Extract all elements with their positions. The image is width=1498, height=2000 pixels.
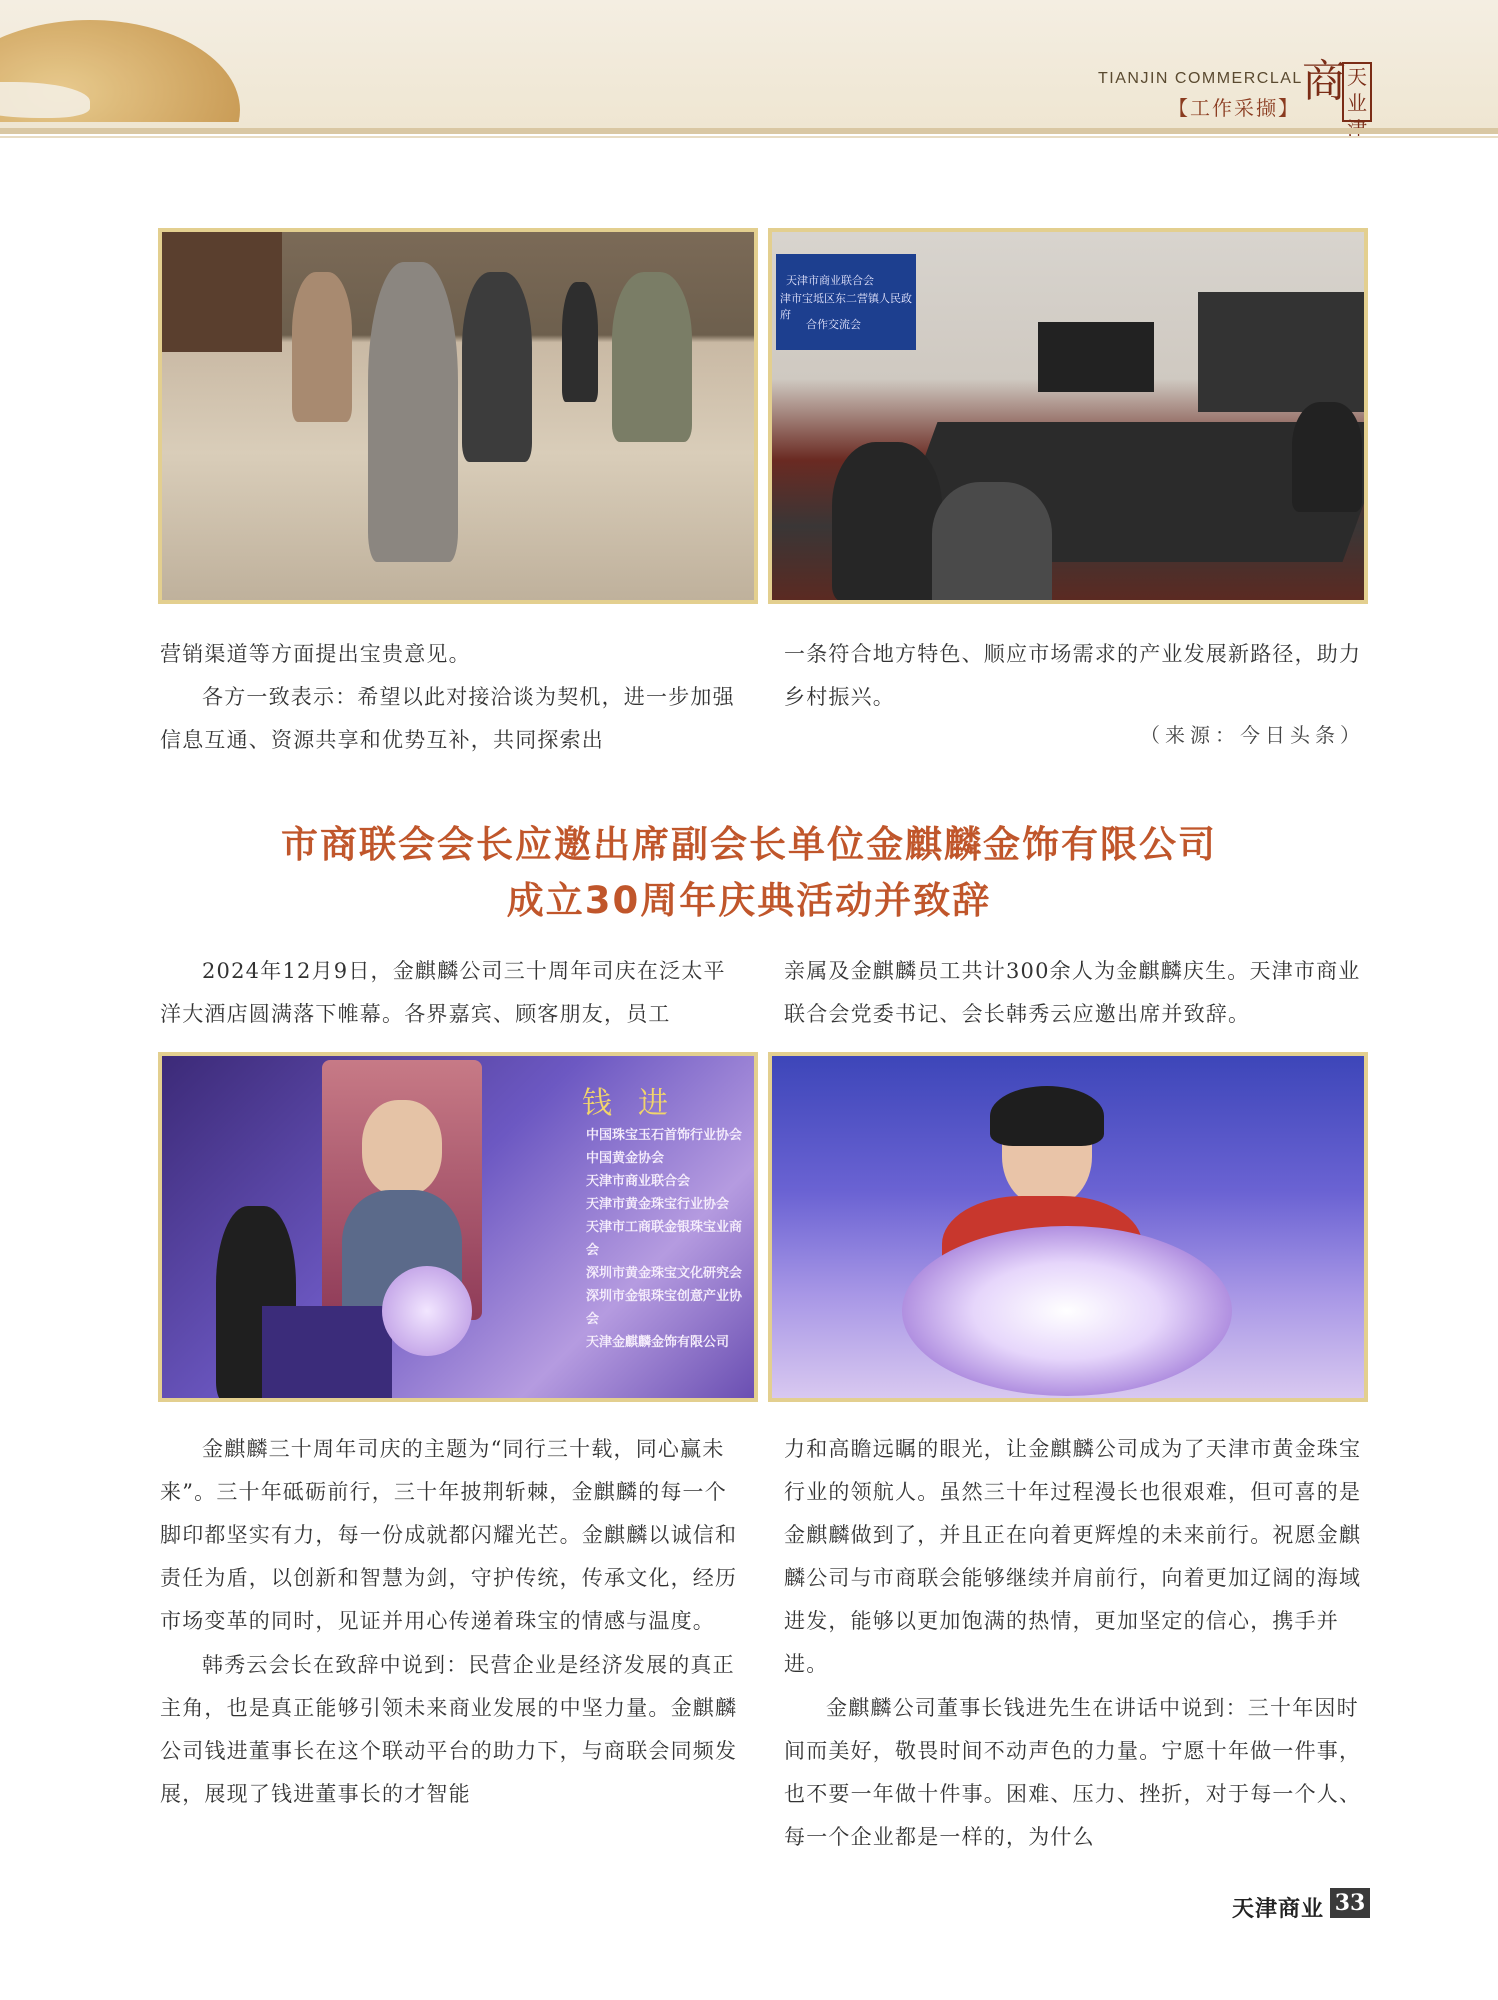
person — [368, 262, 458, 562]
sponsor-item: 深圳市金银珠宝创意产业协会 — [586, 1289, 743, 1327]
article-source: （来源：今日头条） — [1140, 723, 1365, 747]
article2-body-left — [160, 1428, 745, 1816]
person — [1292, 402, 1362, 512]
photo-meeting-room — [768, 228, 1368, 604]
flower-arrangement — [382, 1266, 472, 1356]
magazine-name-footer: 天津商业 — [1232, 1897, 1325, 1922]
paragraph: 亲属及金麒麟员工共计300余人为金麒麟庆生。天津市商业联合会党委书记、会长韩秀云应邀出席并致辞。 — [784, 959, 1361, 1026]
building — [162, 232, 282, 352]
paragraph: 金麒麟公司董事长钱进先生在讲话中说到：三十年因时间而美好，敬畏时间不动声色的力量。宁愿十年做一件事，也不要一年做十件事。困难、压力、挫折，对于每一个人、每一个企业都是一样的，为什么 — [784, 1696, 1362, 1849]
sponsor-item: 天津金麒麟金饰有限公司 — [586, 1335, 730, 1350]
section-label: 【工作采撷】 — [1168, 96, 1300, 120]
magazine-english-title: TIANJIN COMMERCLAL — [1098, 70, 1303, 87]
article2-body-right — [784, 1428, 1369, 1859]
paragraph: 一条符合地方特色、顺应市场需求的产业发展新路径，助力乡村振兴。 — [784, 642, 1362, 709]
person — [462, 272, 532, 462]
flower-arrangement — [902, 1226, 1232, 1396]
sponsor-board-list — [586, 1124, 754, 1354]
paragraph: 2024年12月9日，金麒麟公司三十周年司庆在泛太平洋大酒店圆满落下帷幕。各界嘉宾、顾客朋友，员工 — [160, 959, 726, 1026]
wall-tv — [1038, 322, 1154, 392]
podium — [262, 1306, 392, 1402]
article2-intro-right — [784, 950, 1369, 1036]
paragraph: 韩秀云会长在致辞中说到：民营企业是经济发展的真正主角，也是真正能够引领未来商业发展的中坚力量。金麒麟公司钱进董事长在这个联动平台的助力下，与商联会同频发展，展现了钱进董事长的才智能 — [160, 1653, 738, 1806]
sponsor-item: 中国黄金协会 — [586, 1151, 665, 1166]
sponsor-item: 天津市黄金珠宝行业协会 — [586, 1197, 730, 1212]
sponsor-item: 天津市商业联合会 — [586, 1174, 691, 1189]
header-divider — [0, 128, 1498, 134]
portrait-face — [362, 1100, 442, 1196]
person — [932, 482, 1052, 604]
person — [562, 282, 598, 402]
sponsor-item: 中国珠宝玉石首饰行业协会 — [586, 1128, 743, 1143]
article1-right-column — [784, 633, 1369, 719]
paragraph: 力和高瞻远瞩的眼光，让金麒麟公司成为了天津市黄金珠宝行业的领航人。虽然三十年过程漫长也很艰难，但可喜的是金麒麟做到了，并且正在向着更辉煌的未来前行。祝愿金麒麟公司与市商联会能够继续并肩前行，向着更加辽阔的海域进发，能够以更加饱满的热情，更加坚定的信心，携手并进。 — [784, 1437, 1362, 1676]
screen-text: 津市宝坻区东二营镇人民政府 — [780, 293, 912, 321]
paragraph: 各方一致表示：希望以此对接洽谈为契机，进一步加强信息互通、资源共享和优势互补，共同探索出 — [160, 685, 735, 752]
magazine-logo-char: 商 — [1302, 56, 1346, 107]
speaker-hair — [990, 1086, 1104, 1146]
paragraph: 金麒麟三十周年司庆的主题为“同行三十载，同心赢未来”。三十年砥砺前行，三十年披荆斩棘，金麒麟的每一个脚印都坚实有力，每一份成就都闪耀光芒。金麒麟以诚信和责任为盾，以创新和智慧为剑，守护传统，传承文化，经历市场变革的同时，见证并用心传递着珠宝的情感与温度。 — [160, 1437, 738, 1633]
magazine-logo-box: 天业 — [1342, 62, 1372, 122]
person — [832, 442, 942, 602]
photo-visit-walk — [158, 228, 758, 604]
screen-text: 天津市商业联合会 — [786, 275, 874, 287]
presentation-screen — [776, 254, 916, 350]
article1-left-column — [160, 633, 745, 762]
page-number: 33 — [1330, 1888, 1370, 1918]
sponsor-item: 天津市工商联金银珠宝业商会 — [586, 1220, 743, 1258]
person — [612, 272, 692, 442]
paragraph: 营销渠道等方面提出宝贵意见。 — [160, 642, 471, 666]
person — [292, 272, 352, 422]
photo-president-speech — [768, 1052, 1368, 1402]
sponsor-board-title: 钱进 — [582, 1086, 694, 1121]
article-headline-line2: 成立30周年庆典活动并致辞 — [506, 879, 992, 922]
header-divider-thin — [0, 136, 1498, 138]
sponsor-item: 深圳市黄金珠宝文化研究会 — [586, 1266, 743, 1281]
photo-chairman-speech — [158, 1052, 758, 1402]
wall-tv — [1198, 292, 1368, 412]
globe-decoration — [0, 20, 240, 200]
screen-text: 合作交流会 — [806, 319, 861, 331]
map-decoration — [0, 82, 90, 118]
article2-intro-left — [160, 950, 745, 1036]
article-headline-line1: 市商联会会长应邀出席副会长单位金麒麟金饰有限公司 — [281, 823, 1217, 866]
page-header — [0, 0, 1498, 128]
